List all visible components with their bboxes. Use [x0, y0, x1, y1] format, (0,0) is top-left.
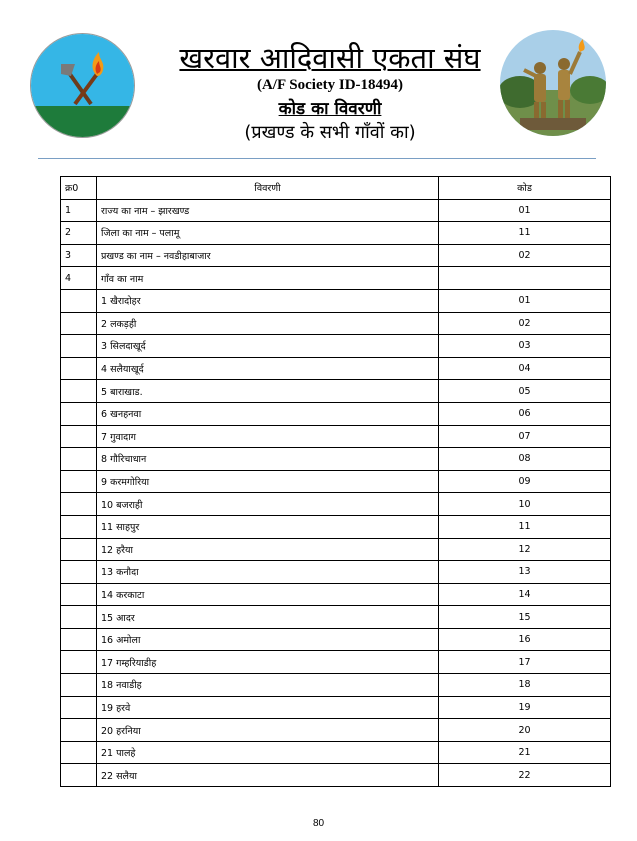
table-row	[61, 402, 611, 425]
description-cell: गाँव का नाम	[97, 267, 439, 290]
description-cell: 20 हरनिया	[97, 719, 439, 742]
table-row	[61, 335, 611, 358]
description-cell: 22 सलैया	[97, 764, 439, 787]
description-cell: जिला का नाम – पलामू	[97, 222, 439, 245]
description-cell: 10 बजराही	[97, 493, 439, 516]
description-cell: 12 हरैया	[97, 538, 439, 561]
code-cell: 10	[439, 493, 611, 516]
code-cell: 14	[439, 583, 611, 606]
table-row	[61, 267, 611, 290]
description-cell: 9 करमगोरिया	[97, 470, 439, 493]
table-row	[61, 606, 611, 629]
table-row	[61, 764, 611, 787]
code-cell: 02	[439, 312, 611, 335]
description-cell: 18 नवाडीह	[97, 674, 439, 697]
description-cell: 7 गुवादाग	[97, 425, 439, 448]
description-cell: प्रखण्ड का नाम – नवडीहाबाजार	[97, 244, 439, 267]
code-cell: 12	[439, 538, 611, 561]
description-cell: 11 साहपुर	[97, 515, 439, 538]
code-cell: 04	[439, 357, 611, 380]
table-row	[61, 448, 611, 471]
serial-cell	[61, 561, 97, 584]
serial-cell	[61, 583, 97, 606]
table-row	[61, 719, 611, 742]
code-cell: 16	[439, 628, 611, 651]
serial-cell	[61, 380, 97, 403]
table-row	[61, 244, 611, 267]
description-cell: 1 खैरादोहर	[97, 289, 439, 312]
table-row	[61, 561, 611, 584]
column-header-code: कोड	[439, 177, 611, 200]
serial-cell	[61, 696, 97, 719]
serial-cell	[61, 606, 97, 629]
society-id: (A/F Society ID-18494)	[256, 77, 404, 93]
description-cell: 17 गम्हरियाडीह	[97, 651, 439, 674]
code-cell: 22	[439, 764, 611, 787]
serial-cell	[61, 470, 97, 493]
code-cell: 07	[439, 425, 611, 448]
document-description: (प्रखण्ड के सभी गाँवों का)	[244, 122, 416, 143]
serial-cell	[61, 425, 97, 448]
serial-cell	[61, 628, 97, 651]
table-row	[61, 357, 611, 380]
table-row	[61, 515, 611, 538]
flag-emblem-image	[31, 34, 134, 137]
table-row	[61, 470, 611, 493]
serial-cell: 2	[61, 222, 97, 245]
table-row	[61, 741, 611, 764]
serial-cell	[61, 357, 97, 380]
serial-cell: 4	[61, 267, 97, 290]
code-cell: 21	[439, 741, 611, 764]
description-cell: राज्य का नाम – झारखण्ड	[97, 199, 439, 222]
page-number: 80	[312, 818, 325, 829]
flag-emblem	[30, 33, 135, 138]
table-row	[61, 538, 611, 561]
serial-cell	[61, 764, 97, 787]
serial-cell	[61, 515, 97, 538]
statues-photo	[500, 30, 606, 136]
code-cell: 17	[439, 651, 611, 674]
code-cell	[439, 267, 611, 290]
table-row	[61, 651, 611, 674]
column-header-serial: क्र0	[61, 177, 97, 200]
table-row	[61, 583, 611, 606]
description-cell: 5 बाराखाड.	[97, 380, 439, 403]
serial-cell	[61, 493, 97, 516]
code-cell: 19	[439, 696, 611, 719]
code-cell: 09	[439, 470, 611, 493]
code-cell: 03	[439, 335, 611, 358]
code-table	[60, 176, 611, 787]
description-cell: 8 गौरिचाधान	[97, 448, 439, 471]
description-cell: 6 खनहनवा	[97, 402, 439, 425]
code-cell: 02	[439, 244, 611, 267]
document-subtitle: कोड का विवरणी	[278, 99, 382, 119]
column-header-description: विवरणी	[97, 177, 439, 200]
description-cell: 14 करकाटा	[97, 583, 439, 606]
code-cell: 13	[439, 561, 611, 584]
description-cell: 13 कनौदा	[97, 561, 439, 584]
code-cell: 01	[439, 199, 611, 222]
table-row	[61, 425, 611, 448]
serial-cell	[61, 674, 97, 697]
code-cell: 08	[439, 448, 611, 471]
header-divider	[38, 158, 596, 159]
code-cell: 18	[439, 674, 611, 697]
serial-cell	[61, 335, 97, 358]
serial-cell	[61, 289, 97, 312]
description-cell: 19 हरवे	[97, 696, 439, 719]
table-row	[61, 380, 611, 403]
table-row	[61, 696, 611, 719]
code-cell: 01	[439, 289, 611, 312]
serial-cell	[61, 448, 97, 471]
description-cell: 16 अमोला	[97, 628, 439, 651]
serial-cell	[61, 402, 97, 425]
description-cell: 21 पालहे	[97, 741, 439, 764]
serial-cell: 3	[61, 244, 97, 267]
code-cell: 05	[439, 380, 611, 403]
description-cell: 4 सलैयाखूर्द	[97, 357, 439, 380]
table-row	[61, 312, 611, 335]
code-cell: 20	[439, 719, 611, 742]
serial-cell	[61, 651, 97, 674]
serial-cell	[61, 312, 97, 335]
serial-cell	[61, 741, 97, 764]
code-cell: 11	[439, 222, 611, 245]
description-cell: 3 सिलदाखूर्द	[97, 335, 439, 358]
serial-cell	[61, 719, 97, 742]
code-cell: 15	[439, 606, 611, 629]
table-row	[61, 674, 611, 697]
description-cell: 2 लकड़ही	[97, 312, 439, 335]
table-row	[61, 628, 611, 651]
table-row	[61, 493, 611, 516]
table-header-row	[61, 177, 611, 200]
statues-photo-image	[500, 30, 606, 136]
organization-title: खरवार आदिवासी एकता संघ	[179, 41, 481, 75]
serial-cell	[61, 538, 97, 561]
table-row	[61, 199, 611, 222]
serial-cell: 1	[61, 199, 97, 222]
table-row	[61, 289, 611, 312]
code-cell: 11	[439, 515, 611, 538]
code-cell: 06	[439, 402, 611, 425]
description-cell: 15 आदर	[97, 606, 439, 629]
table-row	[61, 222, 611, 245]
